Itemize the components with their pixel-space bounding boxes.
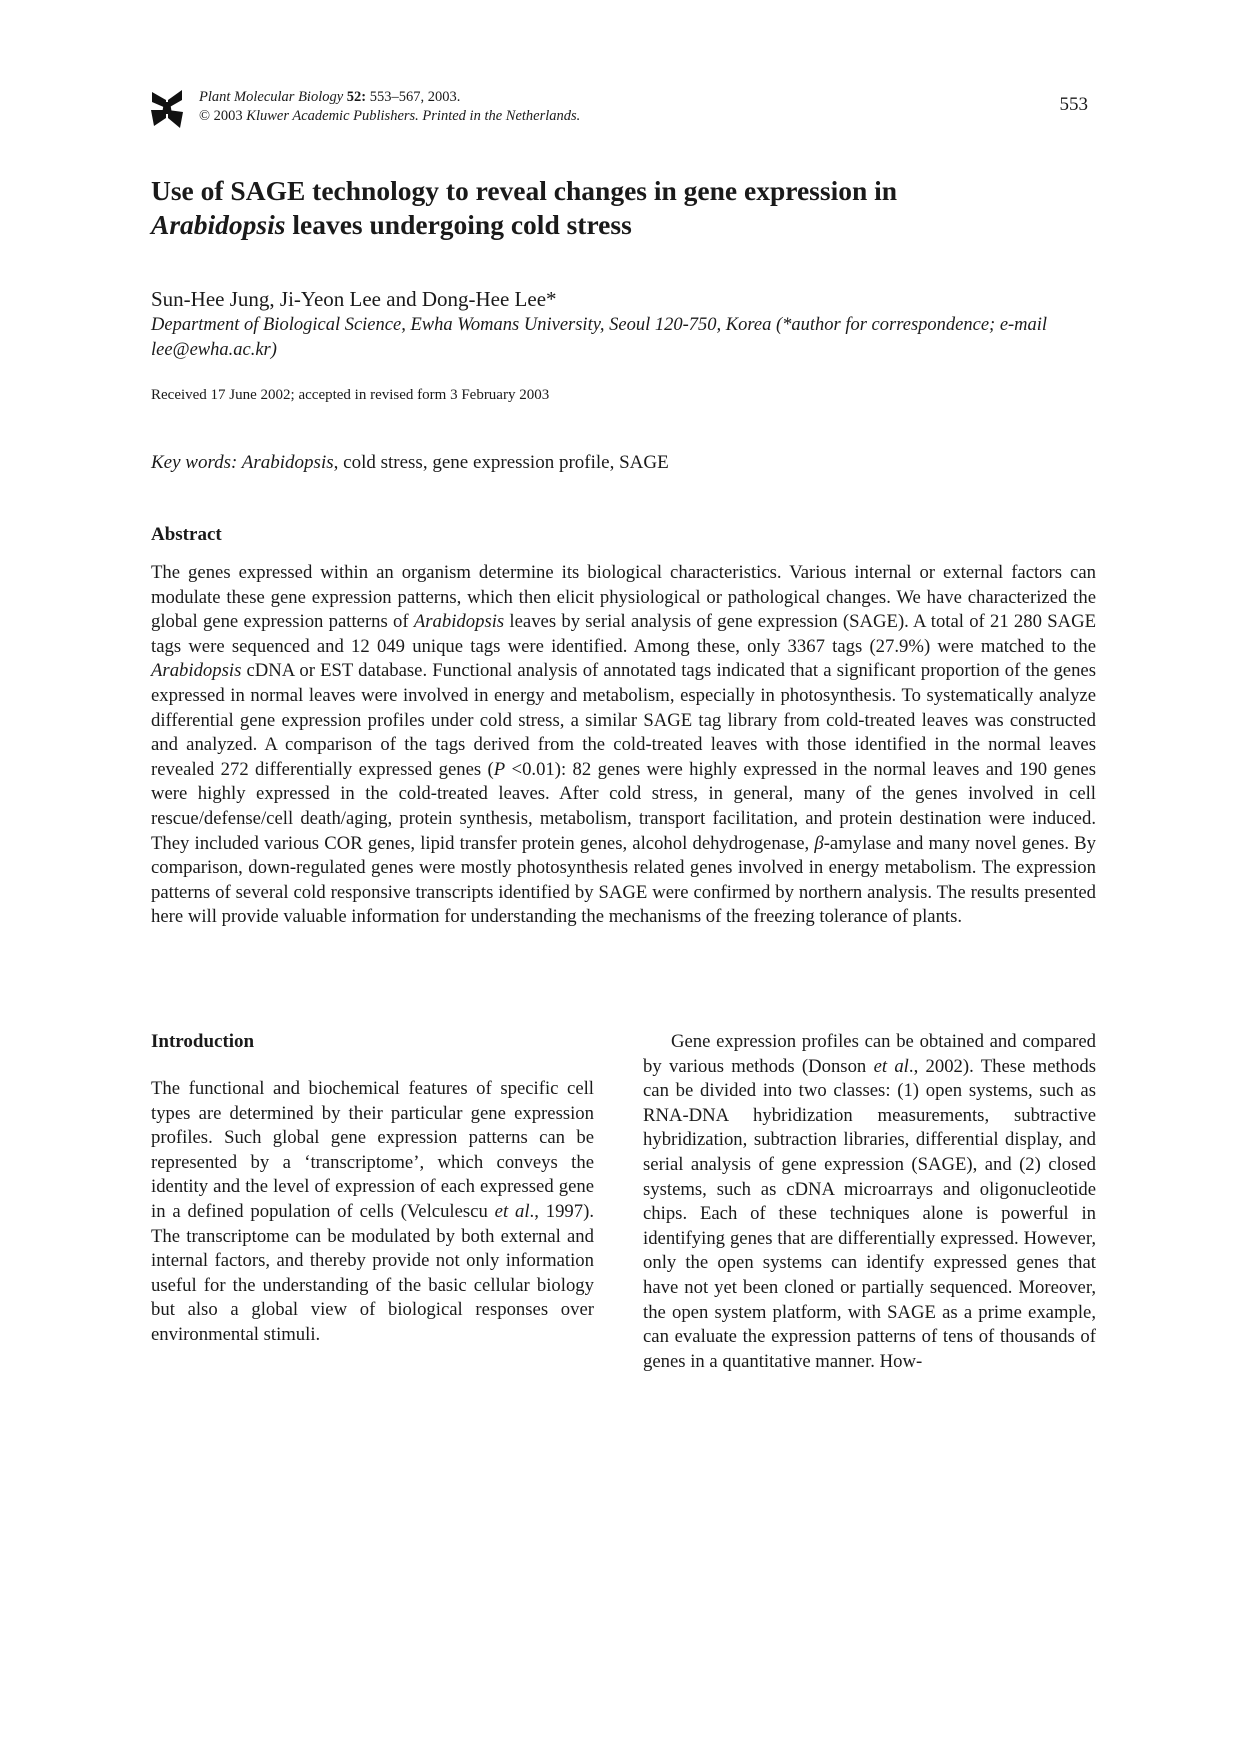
intro-paragraph-1 <box>151 1077 594 1348</box>
abstract-italic-2: Arabidopsis <box>151 660 242 682</box>
abstract-seg-2: leaves by serial analysis of gene expression (SAGE). A total of 21 280 SAGE tags were sequenced and 12 049 unique tags were identified. Among these, only 3367 tags (27.9%) were matched to the <box>151 611 1097 657</box>
title-line-1: Use of SAGE technology to reveal changes in gene expression in <box>151 175 898 206</box>
abstract-seg-1: The genes expressed within an organism determine its biological characteristics. Various internal or external factors can modulate these gene expression patterns, which then elicit physiological or pathological changes. We have characterized the global gene expression patterns of <box>151 562 1096 633</box>
abstract-seg-4: <0.01): 82 genes were highly expressed in the normal leaves and 190 genes were highly expressed in the cold-treated leaves. After cold stress, in general, many of the genes involved in cell rescue/defense/cell death/aging, protein synthesis, metabolism, transport facilitation, and protein destination were induced. They included various COR genes, lipid transfer protein genes, alcohol dehydrogenase, <box>151 758 1096 854</box>
journal-pages-year: 553–567, 2003. <box>369 89 461 105</box>
introduction-heading: Introduction <box>151 1031 255 1052</box>
abstract-seg-3: cDNA or EST database. Functional analysis of annotated tags indicated that a significant proportion of the genes expressed in normal leaves were involved in energy and metabolism, especially in photosynthesis. To systematically analyze differential gene expression profiles under cold stress, a similar SAGE tag library from cold-treated leaves was constructed and analyzed. A comparison of the tags derived from the cold-treated leaves with those identified in the normal leaves revealed 272 differentially expressed genes ( <box>151 660 1096 780</box>
publisher-logo-icon <box>150 88 184 130</box>
intro-right-italic: et al <box>873 1055 909 1077</box>
copyright-prefix: © 2003 <box>199 108 243 124</box>
article-title <box>151 174 1111 242</box>
abstract-text <box>151 561 1096 930</box>
intro-left-seg-2: ., 1997). The transcriptome can be modulated by both external and internal factors, and thereby provide not only information useful for the understanding of the basic cellular biology but also a global view of biological responses over environmental stimuli. <box>151 1200 595 1345</box>
left-column <box>151 1030 594 1348</box>
title-line-2: leaves undergoing cold stress <box>285 209 632 240</box>
intro-left-seg-1: The functional and biochemical features of specific cell types are determined by their particular gene expression profiles. Such global gene expression patterns can be represented by a ‘transcriptome’, which conveys the identity and the level of expression of each expressed gene in a defined population of cells (Velculescu <box>151 1078 594 1222</box>
intro-right-seg-2: ., 2002). These methods can be divided into two classes: (1) open systems, such as RNA-DNA hybridization measurements, subtractive hybridization, subtraction libraries, differential display, and serial analysis of gene expression (SAGE), and (2) closed systems, such as cDNA microarrays and oligonucleotide chips. Each of these techniques alone is powerful in identifying genes that are differentially expressed. However, only the open systems can identify expressed genes that have not yet been cloned or partially sequenced. Moreover, the open system platform, with SAGE as a prime example, can evaluate the expression patterns of tens of thousands of genes in a quantitative manner. How- <box>643 1055 1096 1372</box>
page-number: 553 <box>1059 94 1088 115</box>
journal-citation <box>199 88 580 126</box>
journal-name: Plant Molecular Biology <box>199 89 344 105</box>
intro-paragraph-2 <box>643 1030 1096 1374</box>
affiliation: Department of Biological Science, Ewha Womans University, Seoul 120-750, Korea (*author for correspondence; e-mail lee@ewha.ac.kr) <box>151 315 1048 360</box>
title-italic-word: Arabidopsis <box>151 209 286 240</box>
intro-right-seg-1: Gene expression profiles can be obtained and compared by various methods (Donson <box>643 1031 1096 1077</box>
abstract-italic-1: Arabidopsis <box>413 611 505 633</box>
abstract-italic-3: P <box>493 758 506 780</box>
abstract-heading: Abstract <box>151 524 222 545</box>
right-column <box>643 1030 1096 1374</box>
authors: Sun-Hee Jung, Ji-Yeon Lee and Dong-Hee Lee* <box>151 287 557 311</box>
printed-note: Printed in the Netherlands. <box>422 108 581 124</box>
publisher-name: Kluwer Academic Publishers. <box>246 108 419 124</box>
abstract-seg-5: -amylase and many novel genes. By comparison, down-regulated genes were mostly photosynthesis related genes involved in energy metabolism. The expression patterns of several cold responsive transcripts identified by SAGE were confirmed by northern analysis. The results presented here will provide valuable information for understanding the mechanisms of the freezing tolerance of plants. <box>151 832 1096 928</box>
keywords <box>151 452 669 474</box>
keywords-italic: Arabidopsis <box>241 452 334 473</box>
journal-volume: 52: <box>346 89 367 105</box>
abstract-italic-4: β <box>814 832 824 854</box>
keywords-label: Key words: <box>151 452 242 473</box>
intro-left-italic: et al <box>494 1200 530 1222</box>
keywords-list: , cold stress, gene expression profile, SAGE <box>333 452 669 473</box>
received-dates: Received 17 June 2002; accepted in revised form 3 February 2003 <box>151 387 550 403</box>
